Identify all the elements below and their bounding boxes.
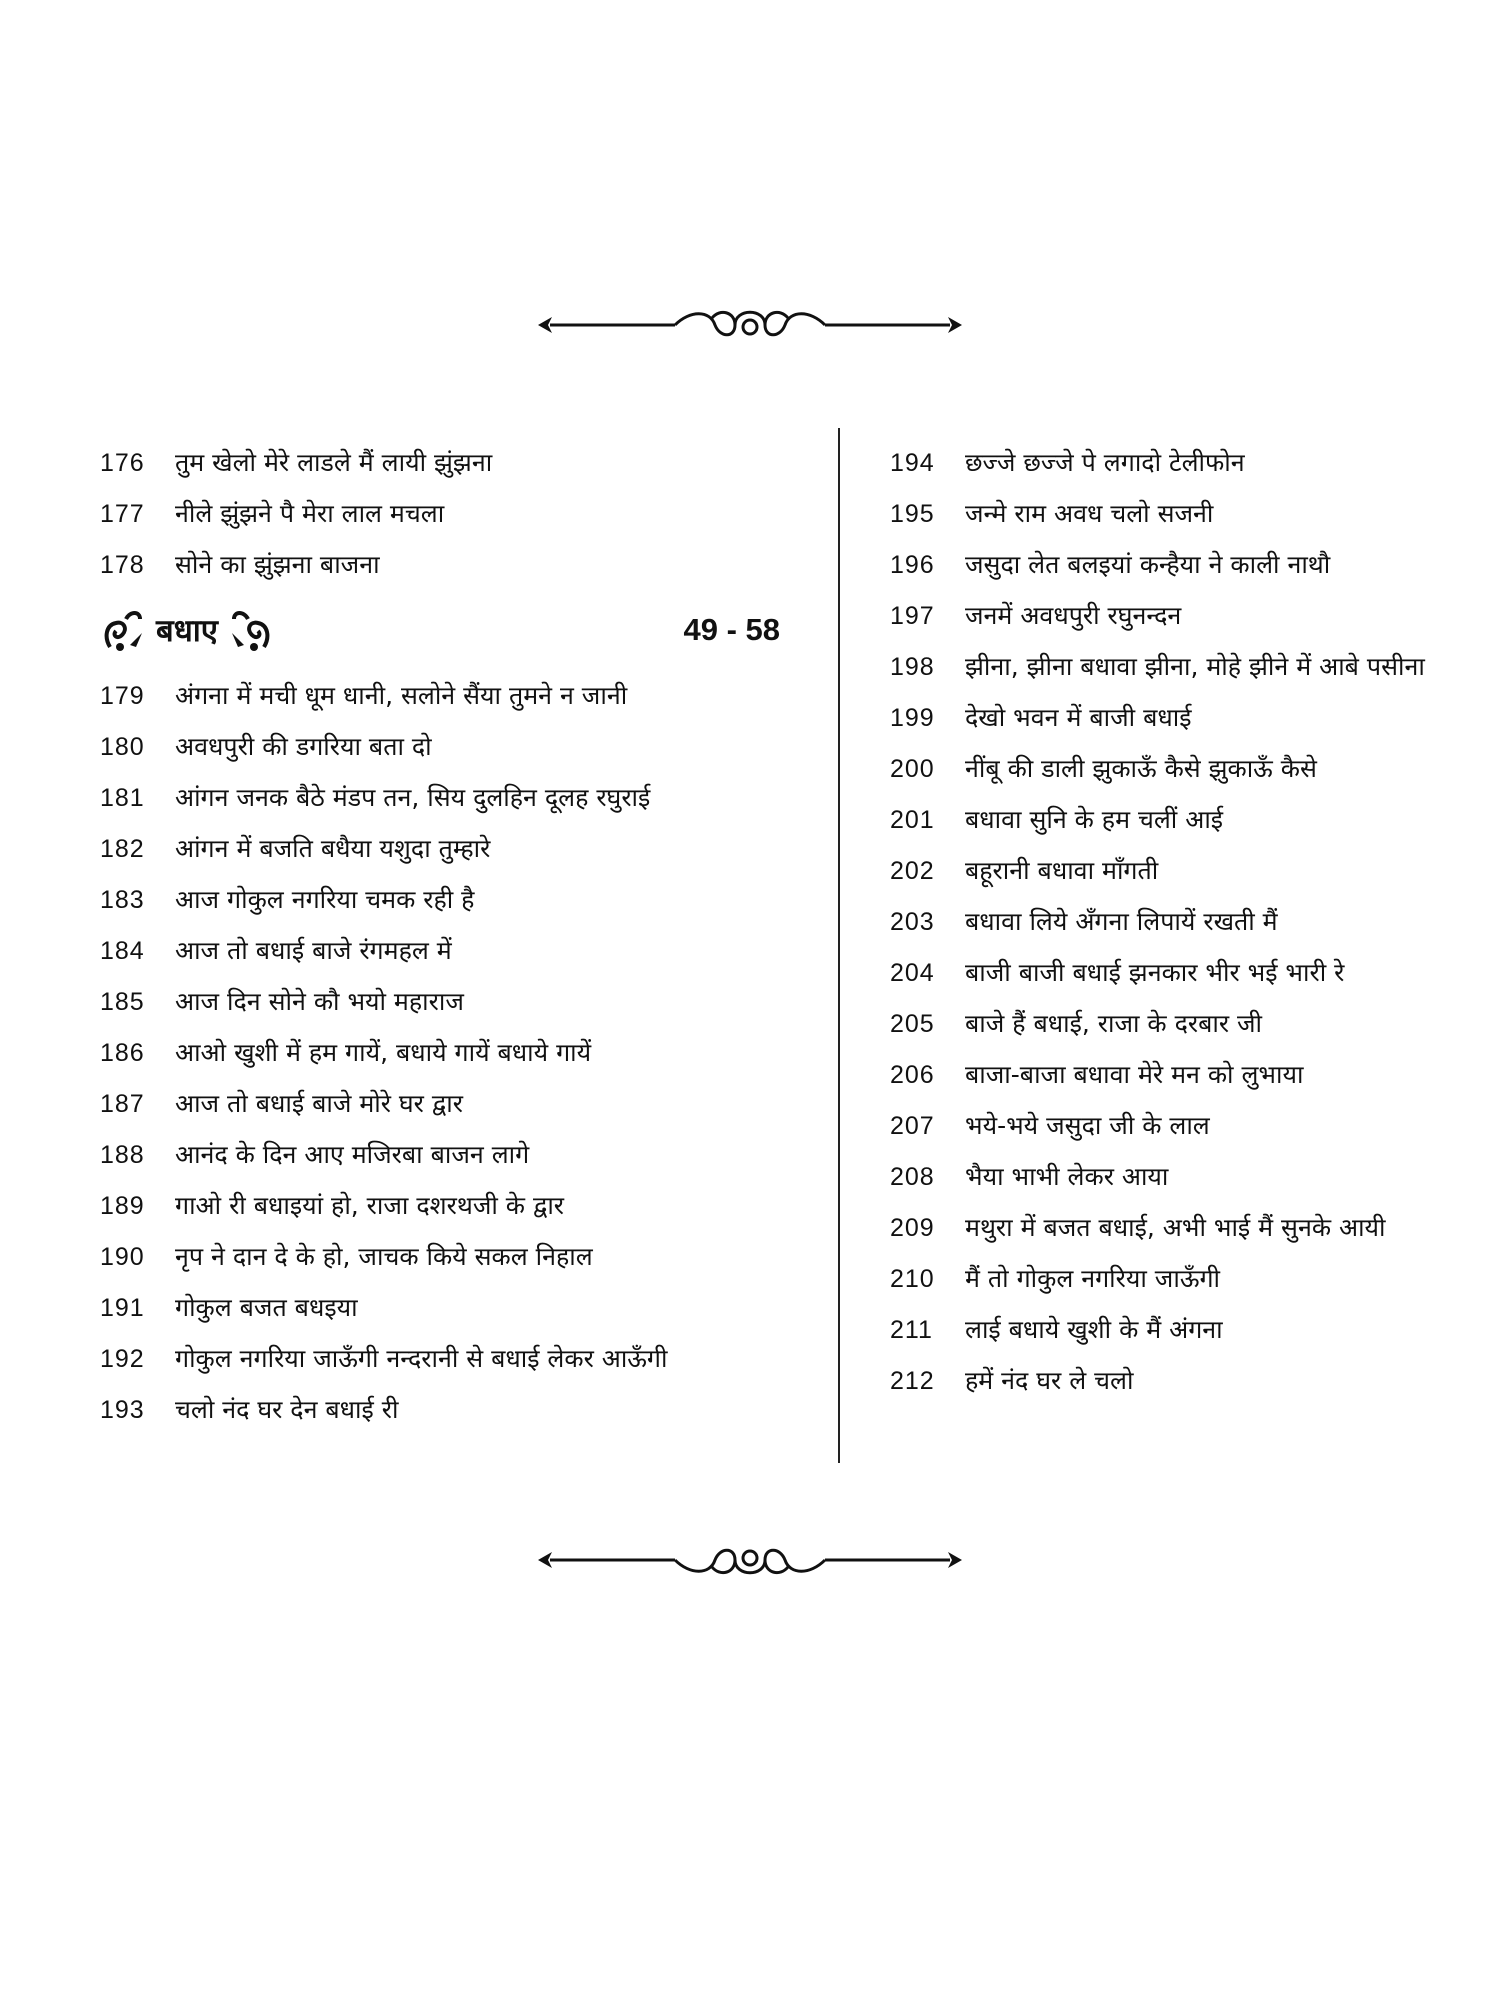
item-title: जन्मे राम अवध चलो सजनी (965, 499, 1214, 528)
item-number: 203 (890, 908, 935, 936)
scroll-ornament-icon (530, 300, 970, 350)
bottom-ornament-divider (0, 1535, 1500, 1585)
item-title: मैं तो गोकुल नगरिया जाऊँगी (965, 1264, 1220, 1293)
item-number: 187 (100, 1090, 145, 1118)
column-divider (838, 428, 840, 1463)
item-title: बधावा सुनि के हम चलीं आई (965, 805, 1224, 834)
list-item[interactable] (100, 1282, 790, 1333)
list-item[interactable] (890, 1202, 1450, 1253)
list-item[interactable] (100, 488, 790, 539)
item-number: 178 (100, 551, 145, 579)
paisley-left-icon (100, 607, 146, 653)
list-item[interactable] (890, 1253, 1450, 1304)
item-number: 206 (890, 1061, 935, 1089)
top-ornament-divider (0, 300, 1500, 350)
item-title: आज तो बधाई बाजे रंगमहल में (175, 936, 452, 965)
left-column (100, 437, 790, 1435)
item-title: लाई बधाये खुशी के मैं अंगना (965, 1315, 1223, 1344)
list-item[interactable] (100, 1027, 790, 1078)
item-number: 195 (890, 500, 935, 528)
item-number: 176 (100, 449, 145, 477)
item-number: 212 (890, 1367, 935, 1395)
item-number: 190 (100, 1243, 145, 1271)
item-title: आज दिन सोने कौ भयो महाराज (175, 987, 464, 1016)
item-number: 193 (100, 1396, 145, 1424)
list-item[interactable] (100, 539, 790, 590)
list-item[interactable] (890, 437, 1450, 488)
item-title: तुम खेलो मेरे लाडले मैं लायी झुंझना (175, 448, 493, 477)
item-number: 211 (890, 1316, 933, 1344)
item-title: बधावा लिये अँगना लिपायें रखती मैं (965, 907, 1278, 936)
item-title: गोकुल नगरिया जाऊँगी नन्दरानी से बधाई लेकर आऊँगी (175, 1344, 668, 1373)
item-number: 186 (100, 1039, 145, 1067)
list-item[interactable] (890, 998, 1450, 1049)
item-number: 182 (100, 835, 145, 863)
list-item[interactable] (890, 845, 1450, 896)
item-number: 205 (890, 1010, 935, 1038)
item-number: 210 (890, 1265, 935, 1293)
list-item[interactable] (100, 976, 790, 1027)
item-title: मथुरा में बजत बधाई, अभी भाई मैं सुनके आयी (965, 1213, 1386, 1242)
item-title: आज गोकुल नगरिया चमक रही है (175, 885, 475, 914)
item-number: 185 (100, 988, 145, 1016)
item-title: बाजी बाजी बधाई झनकार भीर भई भारी रे (965, 958, 1345, 987)
item-number: 209 (890, 1214, 935, 1242)
item-title: झीना, झीना बधावा झीना, मोहे झीने में आबे पसीना (965, 652, 1425, 681)
list-item[interactable] (890, 641, 1450, 692)
item-number: 201 (890, 806, 935, 834)
item-title: जसुदा लेत बलइयां कन्हैया ने काली नाथौ (965, 550, 1331, 579)
list-item[interactable] (100, 823, 790, 874)
item-number: 202 (890, 857, 935, 885)
item-number: 204 (890, 959, 935, 987)
item-number: 181 (100, 784, 145, 812)
item-title: गाओ री बधाइयां हो, राजा दशरथजी के द्वार (175, 1191, 565, 1220)
item-number: 191 (100, 1294, 145, 1322)
item-number: 207 (890, 1112, 935, 1140)
item-number: 184 (100, 937, 145, 965)
list-item[interactable] (100, 437, 790, 488)
right-column (890, 437, 1450, 1406)
list-item[interactable] (890, 947, 1450, 998)
item-title: नींबू की डाली झुकाऊँ कैसे झुकाऊँ कैसे (965, 754, 1317, 783)
item-number: 196 (890, 551, 935, 579)
item-number: 177 (100, 500, 145, 528)
item-title: भये-भये जसुदा जी के लाल (965, 1111, 1210, 1140)
section-page-range: 49 - 58 (683, 612, 780, 647)
list-item[interactable] (100, 1384, 790, 1435)
item-title: अंगना में मची धूम धानी, सलोने सैंया तुमने न जानी (175, 681, 628, 710)
item-number: 194 (890, 449, 935, 477)
list-item[interactable] (100, 1180, 790, 1231)
list-item[interactable] (890, 1049, 1450, 1100)
item-title: छज्जे छज्जे पे लगादो टेलीफोन (965, 448, 1245, 477)
list-item[interactable] (890, 1151, 1450, 1202)
item-title: चलो नंद घर देन बधाई री (175, 1395, 399, 1424)
list-item[interactable] (100, 772, 790, 823)
item-number: 179 (100, 682, 145, 710)
item-title: बाजा-बाजा बधावा मेरे मन को लुभाया (965, 1060, 1304, 1089)
list-item[interactable] (890, 1304, 1450, 1355)
item-title: नृप ने दान दे के हो, जाचक किये सकल निहाल (175, 1242, 593, 1271)
list-item[interactable] (100, 874, 790, 925)
item-number: 192 (100, 1345, 145, 1373)
list-item[interactable] (890, 1100, 1450, 1151)
item-number: 189 (100, 1192, 145, 1220)
item-title: आंगन में बजति बधैया यशुदा तुम्हारे (175, 834, 491, 863)
list-item[interactable] (100, 1333, 790, 1384)
item-number: 183 (100, 886, 145, 914)
section-title: बधाए (156, 613, 218, 649)
item-title: सोने का झुंझना बाजना (175, 550, 380, 579)
item-number: 188 (100, 1141, 145, 1169)
list-item[interactable] (100, 925, 790, 976)
item-title: आओ खुशी में हम गायें, बधाये गायें बधाये गायें (175, 1038, 592, 1067)
item-number: 180 (100, 733, 145, 761)
list-item[interactable] (890, 896, 1450, 947)
list-item[interactable] (890, 590, 1450, 641)
item-number: 199 (890, 704, 935, 732)
item-number: 198 (890, 653, 935, 681)
item-title: देखो भवन में बाजी बधाई (965, 703, 1192, 732)
list-item[interactable] (890, 1355, 1450, 1406)
item-title: हमें नंद घर ले चलो (965, 1366, 1134, 1395)
item-title: आंगन जनक बैठे मंडप तन, सिय दुलहिन दूलह रघुराई (175, 783, 651, 812)
list-item[interactable] (100, 1129, 790, 1180)
item-title: नीले झुंझने पै मेरा लाल मचला (175, 499, 445, 528)
section-heading (100, 594, 790, 666)
item-number: 197 (890, 602, 935, 630)
item-title: अवधपुरी की डगरिया बता दो (175, 732, 432, 761)
list-item[interactable] (890, 743, 1450, 794)
list-item[interactable] (100, 721, 790, 772)
item-title: बाजे हैं बधाई, राजा के दरबार जी (965, 1009, 1263, 1038)
list-item[interactable] (890, 794, 1450, 845)
item-title: गोकुल बजत बधइया (175, 1293, 358, 1322)
item-title: भैया भाभी लेकर आया (965, 1162, 1169, 1191)
list-item[interactable] (100, 1231, 790, 1282)
item-title: जनमें अवधपुरी रघुनन्दन (965, 601, 1182, 630)
item-number: 200 (890, 755, 935, 783)
list-item[interactable] (890, 539, 1450, 590)
paisley-right-icon (228, 607, 274, 653)
scroll-ornament-icon (530, 1535, 970, 1585)
list-item[interactable] (100, 1078, 790, 1129)
list-item[interactable] (890, 692, 1450, 743)
item-title: बहूरानी बधावा माँगती (965, 856, 1159, 885)
list-item[interactable] (890, 488, 1450, 539)
item-title: आनंद के दिन आए मजिरबा बाजन लागे (175, 1140, 530, 1169)
item-title: आज तो बधाई बाजे मोरे घर द्वार (175, 1089, 463, 1118)
list-item[interactable] (100, 670, 790, 721)
item-number: 208 (890, 1163, 935, 1191)
